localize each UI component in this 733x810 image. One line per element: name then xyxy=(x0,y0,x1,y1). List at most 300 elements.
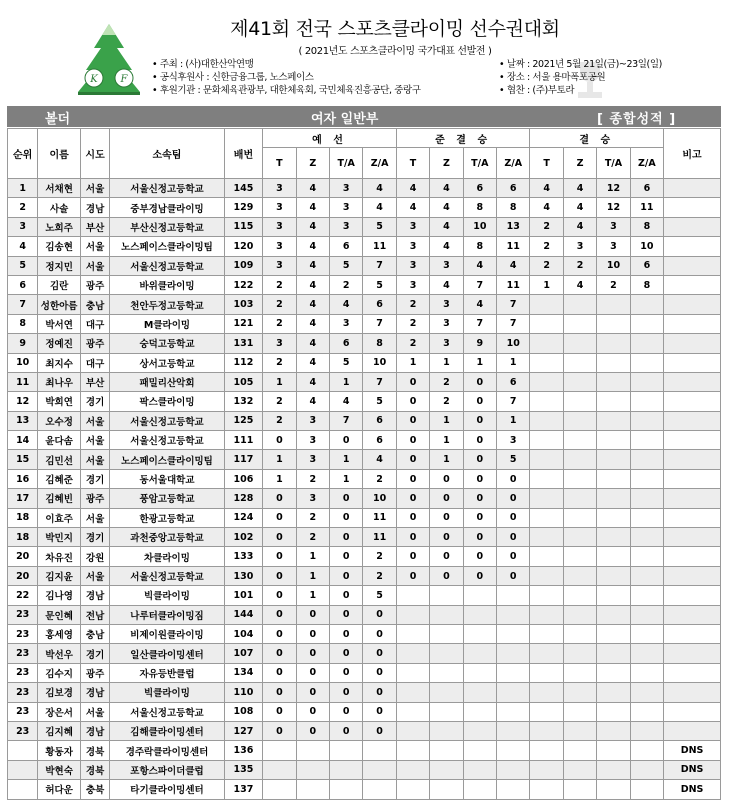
score-cell: 0 xyxy=(363,605,396,624)
note-cell xyxy=(664,392,721,411)
score-cell xyxy=(630,644,663,663)
team-cell: 과천중앙고등학교 xyxy=(110,528,224,547)
score-cell: 11 xyxy=(630,198,663,217)
score-cell xyxy=(296,760,329,779)
score-cell xyxy=(530,353,563,372)
score-cell: 1 xyxy=(263,469,296,488)
score-cell: 13 xyxy=(497,217,530,236)
team-cell: 서울신정고등학교 xyxy=(110,702,224,721)
score-cell xyxy=(597,450,630,469)
score-cell: 1 xyxy=(530,275,563,294)
score-cell: 6 xyxy=(363,431,396,450)
rank-cell: 17 xyxy=(8,489,38,508)
score-cell: 0 xyxy=(296,663,329,682)
table-row xyxy=(8,450,721,469)
region-cell: 광주 xyxy=(80,663,109,682)
score-cell: 3 xyxy=(263,217,296,236)
note-cell xyxy=(664,489,721,508)
category-label: 여자 일반부 xyxy=(311,112,379,127)
region-cell: 경북 xyxy=(80,760,109,779)
note-cell xyxy=(664,198,721,217)
score-cell xyxy=(530,392,563,411)
score-cell xyxy=(363,760,396,779)
score-cell: 0 xyxy=(363,663,396,682)
score-cell: 0 xyxy=(330,489,363,508)
region-cell: 서울 xyxy=(80,431,109,450)
bib-cell: 120 xyxy=(224,237,262,256)
score-cell: 2 xyxy=(263,295,296,314)
score-cell: 0 xyxy=(296,702,329,721)
score-cell xyxy=(630,663,663,682)
col-note: 비고 xyxy=(664,129,721,179)
region-cell: 대구 xyxy=(80,314,109,333)
rank-cell: 23 xyxy=(8,721,38,740)
bib-cell: 127 xyxy=(224,721,262,740)
score-cell xyxy=(430,624,463,643)
note-cell xyxy=(664,469,721,488)
score-cell xyxy=(563,508,596,527)
score-cell xyxy=(530,372,563,391)
organizer-info xyxy=(152,58,421,97)
score-cell xyxy=(497,605,530,624)
bib-cell: 111 xyxy=(224,431,262,450)
table-row xyxy=(8,469,721,488)
score-cell: 4 xyxy=(363,450,396,469)
score-cell: 0 xyxy=(396,547,429,566)
score-cell: 1 xyxy=(430,353,463,372)
score-cell xyxy=(463,586,496,605)
score-cell xyxy=(263,741,296,760)
table-row xyxy=(8,179,721,198)
subcol-qual-t: T xyxy=(263,148,296,179)
event-info xyxy=(499,58,662,97)
score-cell: 0 xyxy=(296,683,329,702)
score-cell: 4 xyxy=(463,256,496,275)
name-cell: 윤다솜 xyxy=(38,431,81,450)
score-cell: 2 xyxy=(597,275,630,294)
table-row xyxy=(8,489,721,508)
score-cell xyxy=(330,741,363,760)
subcol-semi-z: Z xyxy=(430,148,463,179)
score-cell: 2 xyxy=(396,334,429,353)
team-cell: 빅클라이밍 xyxy=(110,586,224,605)
score-cell: 10 xyxy=(363,353,396,372)
score-cell: 3 xyxy=(296,489,329,508)
name-cell: 서채현 xyxy=(38,179,81,198)
score-cell xyxy=(497,644,530,663)
score-cell: 1 xyxy=(296,566,329,585)
score-cell xyxy=(563,372,596,391)
score-cell xyxy=(597,528,630,547)
score-cell: 0 xyxy=(330,624,363,643)
score-cell: 0 xyxy=(296,644,329,663)
score-cell: 0 xyxy=(463,547,496,566)
score-cell xyxy=(463,683,496,702)
score-cell: 2 xyxy=(363,469,396,488)
score-cell: 7 xyxy=(463,275,496,294)
score-cell: 0 xyxy=(330,431,363,450)
region-cell: 경기 xyxy=(80,528,109,547)
score-cell xyxy=(497,663,530,682)
team-cell: 서울신정고등학교 xyxy=(110,411,224,430)
score-cell: 0 xyxy=(463,372,496,391)
score-cell xyxy=(530,431,563,450)
name-cell: 노희주 xyxy=(38,217,81,236)
score-cell: 4 xyxy=(330,295,363,314)
subcol-qual-za: Z/A xyxy=(363,148,396,179)
score-cell: 0 xyxy=(463,489,496,508)
table-row xyxy=(8,217,721,236)
region-cell: 충북 xyxy=(80,780,109,799)
table-row xyxy=(8,198,721,217)
date-line: • 날짜 : 2021년 5월 21일(금)~23일(일) xyxy=(499,59,662,70)
name-cell: 김보경 xyxy=(38,683,81,702)
score-cell: 0 xyxy=(497,469,530,488)
name-cell: 홍세영 xyxy=(38,624,81,643)
score-cell xyxy=(530,314,563,333)
score-cell: 11 xyxy=(363,508,396,527)
rank-cell: 18 xyxy=(8,528,38,547)
score-cell xyxy=(597,624,630,643)
region-cell: 광주 xyxy=(80,334,109,353)
score-cell xyxy=(597,741,630,760)
table-row xyxy=(8,431,721,450)
score-cell: 0 xyxy=(330,528,363,547)
region-cell: 충남 xyxy=(80,295,109,314)
rank-cell: 6 xyxy=(8,275,38,294)
supporter-line: • 후원기관 : 문화체육관광부, 대한체육회, 국민체육진흥공단, 중랑구 xyxy=(152,85,421,96)
score-cell xyxy=(563,702,596,721)
score-cell xyxy=(597,334,630,353)
region-cell: 서울 xyxy=(80,237,109,256)
rank-cell: 9 xyxy=(8,334,38,353)
col-team: 소속팀 xyxy=(110,129,224,179)
score-cell: 0 xyxy=(263,547,296,566)
note-cell xyxy=(664,721,721,740)
score-cell xyxy=(597,780,630,799)
table-row xyxy=(8,760,721,779)
result-type-label: [ 종합성적 ] xyxy=(597,112,677,127)
score-cell: 0 xyxy=(330,586,363,605)
score-cell xyxy=(630,721,663,740)
region-cell: 서울 xyxy=(80,508,109,527)
rank-cell: 7 xyxy=(8,295,38,314)
score-cell: 0 xyxy=(330,702,363,721)
score-cell: 0 xyxy=(463,411,496,430)
score-cell: 8 xyxy=(463,198,496,217)
score-cell xyxy=(630,605,663,624)
score-cell xyxy=(563,353,596,372)
score-cell: 0 xyxy=(263,663,296,682)
rank-cell: 18 xyxy=(8,508,38,527)
rank-cell: 10 xyxy=(8,353,38,372)
score-cell: 2 xyxy=(296,469,329,488)
category-bar xyxy=(7,106,721,127)
score-cell xyxy=(597,353,630,372)
score-cell xyxy=(563,547,596,566)
score-cell: 1 xyxy=(330,372,363,391)
score-cell xyxy=(530,624,563,643)
score-cell: 7 xyxy=(497,314,530,333)
score-cell: 6 xyxy=(630,256,663,275)
team-cell: 차클라이밍 xyxy=(110,547,224,566)
score-cell: 3 xyxy=(330,314,363,333)
score-cell: 5 xyxy=(330,256,363,275)
score-cell xyxy=(497,760,530,779)
score-cell: 0 xyxy=(463,508,496,527)
name-cell: 김나영 xyxy=(38,586,81,605)
score-cell: 0 xyxy=(363,721,396,740)
score-cell: 0 xyxy=(330,605,363,624)
score-cell xyxy=(396,721,429,740)
score-cell xyxy=(497,683,530,702)
score-cell: 11 xyxy=(497,275,530,294)
score-cell xyxy=(530,644,563,663)
score-cell xyxy=(630,372,663,391)
score-cell: 8 xyxy=(363,334,396,353)
name-cell: 최나우 xyxy=(38,372,81,391)
rank-cell: 22 xyxy=(8,586,38,605)
name-cell: 성한아름 xyxy=(38,295,81,314)
team-cell: 동서울대학교 xyxy=(110,469,224,488)
score-cell xyxy=(597,566,630,585)
score-cell xyxy=(563,683,596,702)
score-cell: 3 xyxy=(430,314,463,333)
score-cell: 5 xyxy=(363,275,396,294)
score-cell xyxy=(497,780,530,799)
score-cell xyxy=(530,760,563,779)
score-cell xyxy=(296,780,329,799)
team-cell: 숭덕고등학교 xyxy=(110,334,224,353)
note-cell xyxy=(664,605,721,624)
score-cell: 3 xyxy=(330,179,363,198)
score-cell xyxy=(630,450,663,469)
score-cell: 0 xyxy=(396,508,429,527)
score-cell: 0 xyxy=(396,528,429,547)
score-cell: 4 xyxy=(497,256,530,275)
team-cell: M클라이밍 xyxy=(110,314,224,333)
score-cell: 1 xyxy=(296,586,329,605)
score-cell: 0 xyxy=(396,411,429,430)
table-row xyxy=(8,508,721,527)
score-cell: 4 xyxy=(530,198,563,217)
score-cell xyxy=(430,760,463,779)
score-cell xyxy=(530,528,563,547)
rank-cell: 1 xyxy=(8,179,38,198)
score-cell xyxy=(497,702,530,721)
score-cell xyxy=(563,663,596,682)
bib-cell: 122 xyxy=(224,275,262,294)
score-cell xyxy=(563,721,596,740)
score-cell xyxy=(530,683,563,702)
score-cell: 0 xyxy=(463,450,496,469)
score-cell: 1 xyxy=(330,450,363,469)
score-cell: 2 xyxy=(263,392,296,411)
name-cell: 박서연 xyxy=(38,314,81,333)
score-cell: 0 xyxy=(263,489,296,508)
score-cell: 7 xyxy=(497,295,530,314)
col-name: 이름 xyxy=(38,129,81,179)
partner-line: • 협찬 : (주)부토라 xyxy=(499,85,575,96)
score-cell: 10 xyxy=(463,217,496,236)
name-cell: 박현숙 xyxy=(38,760,81,779)
region-cell: 서울 xyxy=(80,179,109,198)
note-cell xyxy=(664,275,721,294)
bib-cell: 104 xyxy=(224,624,262,643)
score-cell xyxy=(430,683,463,702)
score-cell: 10 xyxy=(497,334,530,353)
name-cell: 박선우 xyxy=(38,644,81,663)
score-cell xyxy=(563,411,596,430)
team-cell: 경주락클라이밍센터 xyxy=(110,741,224,760)
score-cell xyxy=(630,528,663,547)
name-cell: 김민선 xyxy=(38,450,81,469)
name-cell: 김수지 xyxy=(38,663,81,682)
score-cell xyxy=(597,314,630,333)
score-cell: 2 xyxy=(263,353,296,372)
score-cell: 0 xyxy=(430,469,463,488)
score-cell xyxy=(463,721,496,740)
col-final: 결 승 xyxy=(530,129,664,148)
note-cell xyxy=(664,295,721,314)
score-cell xyxy=(530,780,563,799)
score-cell: 3 xyxy=(263,334,296,353)
score-cell xyxy=(597,721,630,740)
score-cell: 2 xyxy=(263,275,296,294)
score-cell xyxy=(563,334,596,353)
score-cell xyxy=(563,760,596,779)
score-cell: 4 xyxy=(563,179,596,198)
score-cell: 0 xyxy=(263,431,296,450)
name-cell: 김송현 xyxy=(38,237,81,256)
score-cell: 0 xyxy=(330,683,363,702)
rank-cell: 23 xyxy=(8,683,38,702)
score-cell: 7 xyxy=(363,256,396,275)
bib-cell: 132 xyxy=(224,392,262,411)
score-cell: 0 xyxy=(497,508,530,527)
score-cell xyxy=(430,702,463,721)
score-cell: 2 xyxy=(296,508,329,527)
score-cell: 4 xyxy=(530,179,563,198)
score-cell: 6 xyxy=(630,179,663,198)
region-cell: 대구 xyxy=(80,353,109,372)
note-cell xyxy=(664,314,721,333)
score-cell xyxy=(530,334,563,353)
bib-cell: 103 xyxy=(224,295,262,314)
score-cell xyxy=(430,586,463,605)
score-cell: 0 xyxy=(497,489,530,508)
table-row xyxy=(8,741,721,760)
subcol-final-z: Z xyxy=(563,148,596,179)
score-cell: 3 xyxy=(597,237,630,256)
score-cell xyxy=(530,566,563,585)
score-cell: 4 xyxy=(296,237,329,256)
score-cell: 0 xyxy=(463,431,496,450)
score-cell: 4 xyxy=(296,179,329,198)
score-cell: 1 xyxy=(497,353,530,372)
team-cell: 비제이원클라이밍 xyxy=(110,624,224,643)
team-cell: 바위클라이밍 xyxy=(110,275,224,294)
score-cell: 0 xyxy=(263,644,296,663)
score-cell xyxy=(630,683,663,702)
score-cell: 2 xyxy=(530,237,563,256)
score-cell: 0 xyxy=(430,508,463,527)
score-cell xyxy=(563,741,596,760)
score-cell xyxy=(396,605,429,624)
score-cell xyxy=(563,605,596,624)
subcol-qual-ta: T/A xyxy=(330,148,363,179)
region-cell: 경북 xyxy=(80,741,109,760)
bib-cell: 112 xyxy=(224,353,262,372)
score-cell xyxy=(530,721,563,740)
team-cell: 패밀리산악회 xyxy=(110,372,224,391)
name-cell: 김혜빈 xyxy=(38,489,81,508)
bib-cell: 108 xyxy=(224,702,262,721)
score-cell xyxy=(563,566,596,585)
score-cell: 6 xyxy=(463,179,496,198)
score-cell: 4 xyxy=(296,217,329,236)
score-cell: 4 xyxy=(430,198,463,217)
score-cell xyxy=(463,780,496,799)
bib-cell: 145 xyxy=(224,179,262,198)
score-cell: 0 xyxy=(263,683,296,702)
score-cell xyxy=(563,528,596,547)
score-cell: 0 xyxy=(396,469,429,488)
score-cell xyxy=(630,489,663,508)
score-cell xyxy=(563,624,596,643)
score-cell: 4 xyxy=(563,217,596,236)
score-cell: 9 xyxy=(463,334,496,353)
score-cell: 4 xyxy=(563,275,596,294)
team-cell: 중부경남클라이밍 xyxy=(110,198,224,217)
bib-cell: 102 xyxy=(224,528,262,547)
score-cell: 0 xyxy=(330,566,363,585)
rank-cell: 4 xyxy=(8,237,38,256)
rank-cell xyxy=(8,760,38,779)
score-cell xyxy=(396,741,429,760)
score-cell: 2 xyxy=(530,217,563,236)
score-cell xyxy=(630,547,663,566)
score-cell xyxy=(597,411,630,430)
score-cell xyxy=(563,314,596,333)
table-row xyxy=(8,256,721,275)
score-cell: 2 xyxy=(430,372,463,391)
team-cell: 일산클라이밍센터 xyxy=(110,644,224,663)
score-cell xyxy=(563,392,596,411)
rank-cell: 23 xyxy=(8,605,38,624)
name-cell: 박희연 xyxy=(38,392,81,411)
score-cell: 3 xyxy=(430,295,463,314)
note-cell xyxy=(664,256,721,275)
rank-cell: 23 xyxy=(8,624,38,643)
score-cell: 11 xyxy=(497,237,530,256)
score-cell: 0 xyxy=(497,528,530,547)
rank-cell: 14 xyxy=(8,431,38,450)
note-cell: DNS xyxy=(664,780,721,799)
bib-cell: 109 xyxy=(224,256,262,275)
team-cell: 풍암고등학교 xyxy=(110,489,224,508)
score-cell: 0 xyxy=(330,547,363,566)
rank-cell: 23 xyxy=(8,702,38,721)
region-cell: 경기 xyxy=(80,469,109,488)
region-cell: 경남 xyxy=(80,683,109,702)
score-cell: 0 xyxy=(263,624,296,643)
bib-cell: 117 xyxy=(224,450,262,469)
score-cell: 3 xyxy=(396,237,429,256)
score-cell: 4 xyxy=(296,256,329,275)
region-cell: 경기 xyxy=(80,392,109,411)
score-cell: 0 xyxy=(363,624,396,643)
